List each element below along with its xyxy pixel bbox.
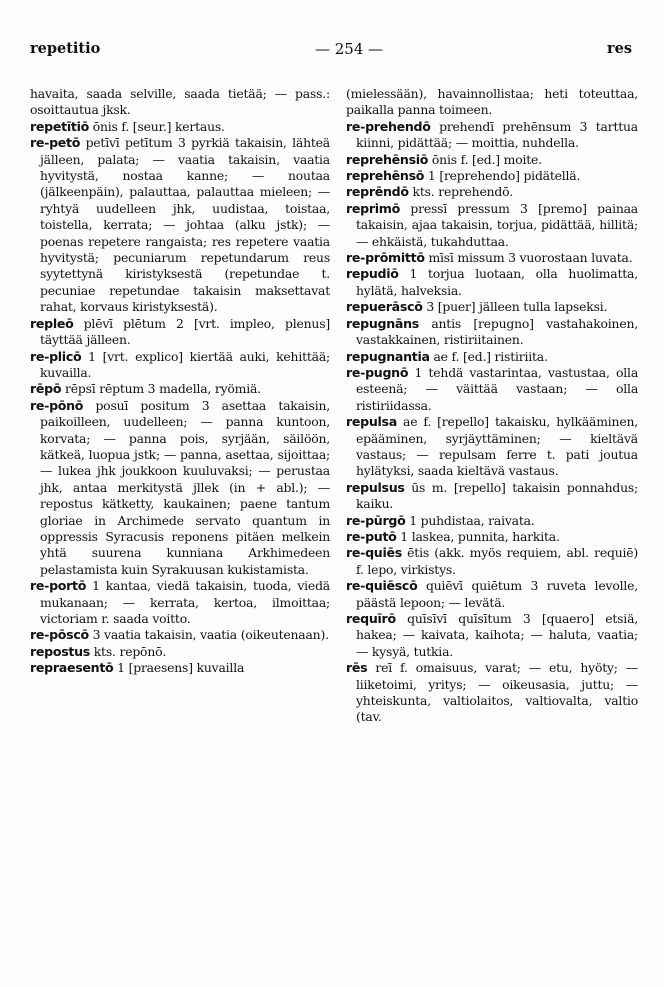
- entry: re-putō 1 laskea, punnita, harkita.: [346, 528, 560, 544]
- entry: reprehēnsiō ōnis f. [ed.] moite.: [346, 151, 542, 167]
- entry: repudiō 1 torjua luotaan, olla huolimatta, hylätä, halveksia.: [346, 266, 638, 298]
- entry: rēpō rēpsī rēptum 3 madella, ryömiä.: [30, 381, 261, 397]
- entry-continuation: (mielessään), havainnollistaa; heti toteuttaa, paikalla panna toimeen.: [346, 86, 638, 118]
- entry: repleō plēvī plētum 2 [vrt. impleo, plenus] täyttää jälleen.: [30, 315, 330, 348]
- entry: re-quiēs ētis (akk. myös requiem, abl. requiē) f. lepo, virkistys.: [346, 545, 638, 577]
- entry: repugnāns antis [repugno] vastahakoinen, vastakkainen, ristiriitainen.: [346, 315, 638, 348]
- entry: reprēndō kts. reprehendō.: [346, 184, 514, 200]
- right-column: [346, 86, 638, 726]
- entry: re-pugnō 1 tehdä vastarintaa, vastustaa, olla esteenä; — väittää vastaan; — olla ristiriidassa.: [346, 364, 639, 413]
- left-column: [30, 86, 330, 677]
- entry: re-petō petīvī petītum 3 pyrkiä takaisin, lähteä jälleen, palata; — vaatia takaisin, vaatia hyvitystä, nostaa kanne; — noutaa (jälkeenpäin), palauttaa, palauttaa mieleen; — ryhtyä uudelleen jhk, uudistaa, toistaa, toistella, kerrata; — johtaa (alku jstk); — poenas repetere rangaista; res repetere vaatia hyvitystä; pecuniarum repetundarum reus syytettynä kiristyksestä (repetundae t. pecuniae repetundae takaisin maksettavat rahat, korvaus kiristyksestä).: [30, 135, 330, 315]
- entry: repostus kts. repōnō.: [30, 643, 167, 659]
- entry: re-pūrgō 1 puhdistaa, raivata.: [346, 512, 535, 528]
- header-right-word: res: [607, 40, 633, 57]
- entry: repulsa ae f. [repello] takaisku, hylkääminen, epääminen, syrjäyttäminen; — kieltävä vastaus; — repulsam ferre t. pati joutua hylätyksi, saada kieltävä vastaus.: [346, 414, 638, 479]
- entry: repraesentō 1 [praesens] kuvailla: [30, 660, 245, 676]
- entry: repulsus ūs m. [repello] takaisin ponnahdus; kaiku.: [346, 479, 639, 512]
- entry: repugnantia ae f. [ed.] ristiriita.: [346, 348, 548, 364]
- entry: re-pōscō 3 vaatia takaisin, vaatia (oikeutenaan).: [30, 627, 329, 643]
- entry: reprehēnsō 1 [reprehendo] pidätellä.: [346, 168, 581, 184]
- entry: rēs reī f. omaisuus, varat; — etu, hyöty; — liiketoimi, yritys; — oikeusasia, juttu; — yhteiskunta, valtiolaitos, valtiovalta, valtio (tav.: [346, 660, 638, 725]
- page-number: — 254 —: [315, 40, 384, 58]
- page-header: [0, 40, 664, 64]
- entry: repuerāscō 3 [puer] jälleen tulla lapseksi.: [346, 299, 608, 315]
- entry: re-prōmittō mīsī missum 3 vuorostaan luvata.: [346, 250, 633, 266]
- entry: re-pōnō posuī positum 3 asettaa takaisin, paikoilleen, uudelleen; — panna kuntoon, korvata; — panna pois, syrjään, säilöön, kätkeä, luopua jstk; — panna, asettaa, sijoittaa; — lukea jhk joukkoon kuuluvaksi; — perustaa jhk, antaa merkitystä jllek (in + abl.); — repostus kätketty, kaukainen; paene tantum gloriae in Archimede servato quantum in oppressis Syracusis reponens pitäen melkein yhtä suurena kunniana Arkhimedeen pelastamista kuin Syrakuusan kukistamista.: [30, 397, 330, 577]
- entry: repetītiō ōnis f. [seur.] kertaus.: [30, 118, 225, 134]
- entry: requīrō quīsīvī quīsītum 3 [quaero] etsiä, hakea; — kaivata, kaihota; — haluta, vaatia; — kysyä, tutkia.: [346, 611, 638, 659]
- header-left-word: repetitio: [30, 40, 101, 57]
- entry: re-portō 1 kantaa, viedä takaisin, tuoda, viedä mukanaan; — kerrata, kertoa, ilmoittaa; victoriam r. saada voitto.: [30, 578, 330, 626]
- entry: re-plicō 1 [vrt. explico] kiertää auki, kehittää; kuvailla.: [30, 348, 330, 380]
- entry: reprimō pressī pressum 3 [premo] painaa takaisin, ajaa takaisin, torjua, pidättää, hillitä; — ehkäistä, tukahduttaa.: [346, 200, 638, 249]
- entry: re-prehendō prehendī prehēnsum 3 tarttua kiinni, pidättää; — moittia, nuhdella.: [346, 118, 638, 151]
- entry-continuation: havaita, saada selville, saada tietää; — pass.: osoittautua jksk.: [30, 86, 330, 118]
- entry: re-quiēscō quiēvī quiētum 3 ruveta levolle, päästä lepoon; — levätä.: [346, 578, 638, 610]
